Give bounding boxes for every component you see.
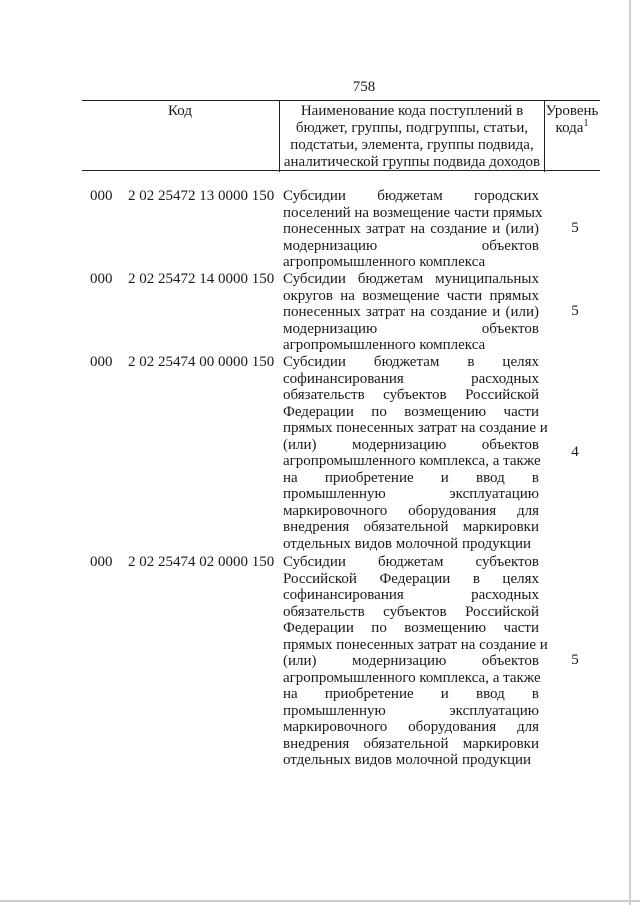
header-code: Код xyxy=(168,103,192,119)
header-level-line2 xyxy=(544,120,600,137)
header-level xyxy=(544,101,600,172)
row-name-line: агропромышленного комплекса xyxy=(283,254,486,270)
row-admin-code: 000 xyxy=(90,271,113,287)
row-name-line: обязательств субъектов Российской xyxy=(283,603,539,620)
header-name-line: аналитической группы подвида доходов xyxy=(283,154,541,170)
row-name-line: маркировочного оборудования для xyxy=(283,502,539,519)
header-name-line: Наименование кода поступлений в xyxy=(300,103,524,119)
row-name-line: отдельных видов молочной продукции xyxy=(283,752,532,768)
row-name-line: внедрения обязательной маркировки xyxy=(283,519,539,535)
row-name xyxy=(283,554,548,769)
row-name-line: прямых понесенных затрат на создание и xyxy=(283,636,548,653)
page-number: 758 xyxy=(352,79,376,95)
row-admin-code: 000 xyxy=(90,188,113,204)
row-name-line: промышленную эксплуатацию xyxy=(283,702,539,719)
row-name-line: маркировочного оборудования для xyxy=(283,719,539,735)
row-name-line: Субсидии бюджетам субъектов xyxy=(283,554,539,570)
row-name-line: промышленную эксплуатацию xyxy=(283,486,539,502)
row-name xyxy=(283,188,543,271)
row-name-line: обязательств субъектов Российской xyxy=(283,387,539,403)
header-level-word: кода xyxy=(555,120,584,136)
row-name-line: Субсидии бюджетам городских xyxy=(283,188,539,204)
row-revenue-code: 2 02 25472 14 0000 150 xyxy=(128,271,275,287)
row-level: 5 xyxy=(571,652,579,669)
row-revenue-code: 2 02 25474 00 0000 150 xyxy=(128,354,275,370)
row-admin-code: 000 xyxy=(90,554,113,570)
row-level: 5 xyxy=(571,220,579,237)
row-level: 5 xyxy=(571,303,579,320)
row-name-line: Федерации по возмещению части xyxy=(283,403,539,420)
row-name-line: понесенных затрат на создание и (или) xyxy=(283,304,539,320)
row-name-line: округов на возмещение части прямых xyxy=(283,287,539,304)
row-name-line: софинансирования расходных xyxy=(283,587,539,603)
row-name-line: на приобретение и ввод в xyxy=(283,469,539,486)
row-name-line: прямых понесенных затрат на создание и xyxy=(283,420,548,436)
row-level: 4 xyxy=(571,444,579,460)
row-revenue-code: 2 02 25472 13 0000 150 xyxy=(128,188,275,204)
row-name-line: агропромышленного комплекса xyxy=(283,337,486,353)
table-header xyxy=(82,100,600,171)
row-name-line: (или) модернизацию объектов xyxy=(283,653,539,669)
header-level-footnote: 1 xyxy=(583,118,589,129)
row-name-line: агропромышленного комплекса, а также xyxy=(283,453,541,469)
row-revenue-code: 2 02 25474 02 0000 150 xyxy=(128,554,275,570)
row-name xyxy=(283,354,548,552)
row-name-line: Федерации по возмещению части xyxy=(283,620,539,636)
row-name-line: внедрения обязательной маркировки xyxy=(283,735,539,752)
row-name-line: поселений на возмещение части прямых xyxy=(283,204,543,221)
row-admin-code: 000 xyxy=(90,354,113,370)
row-name-line: агропромышленного комплекса, а также xyxy=(283,669,541,686)
row-name-line: понесенных затрат на создание и (или) xyxy=(283,221,539,237)
header-name xyxy=(279,101,545,172)
row-name-line: (или) модернизацию объектов xyxy=(283,436,539,453)
row-name-line: на приобретение и ввод в xyxy=(283,686,539,702)
row-name-line: модернизацию объектов xyxy=(283,237,539,254)
row-name-line: софинансирования расходных xyxy=(283,370,539,387)
row-name xyxy=(283,271,539,354)
row-name-line: отдельных видов молочной продукции xyxy=(283,535,532,552)
page-edge-right xyxy=(629,0,631,905)
row-name-line: Субсидии бюджетам в целях xyxy=(283,354,539,370)
page-edge-bottom xyxy=(0,900,640,902)
row-name-line: модернизацию объектов xyxy=(283,320,539,337)
header-name-line: подстатьи, элемента, группы подвида, xyxy=(290,137,534,153)
row-name-line: Субсидии бюджетам муниципальных xyxy=(283,271,539,287)
header-name-line: бюджет, группы, подгруппы, статьи, xyxy=(295,120,529,136)
row-name-line: Российской Федерации в целях xyxy=(283,570,539,587)
header-level-line1: Уровень xyxy=(545,103,599,119)
